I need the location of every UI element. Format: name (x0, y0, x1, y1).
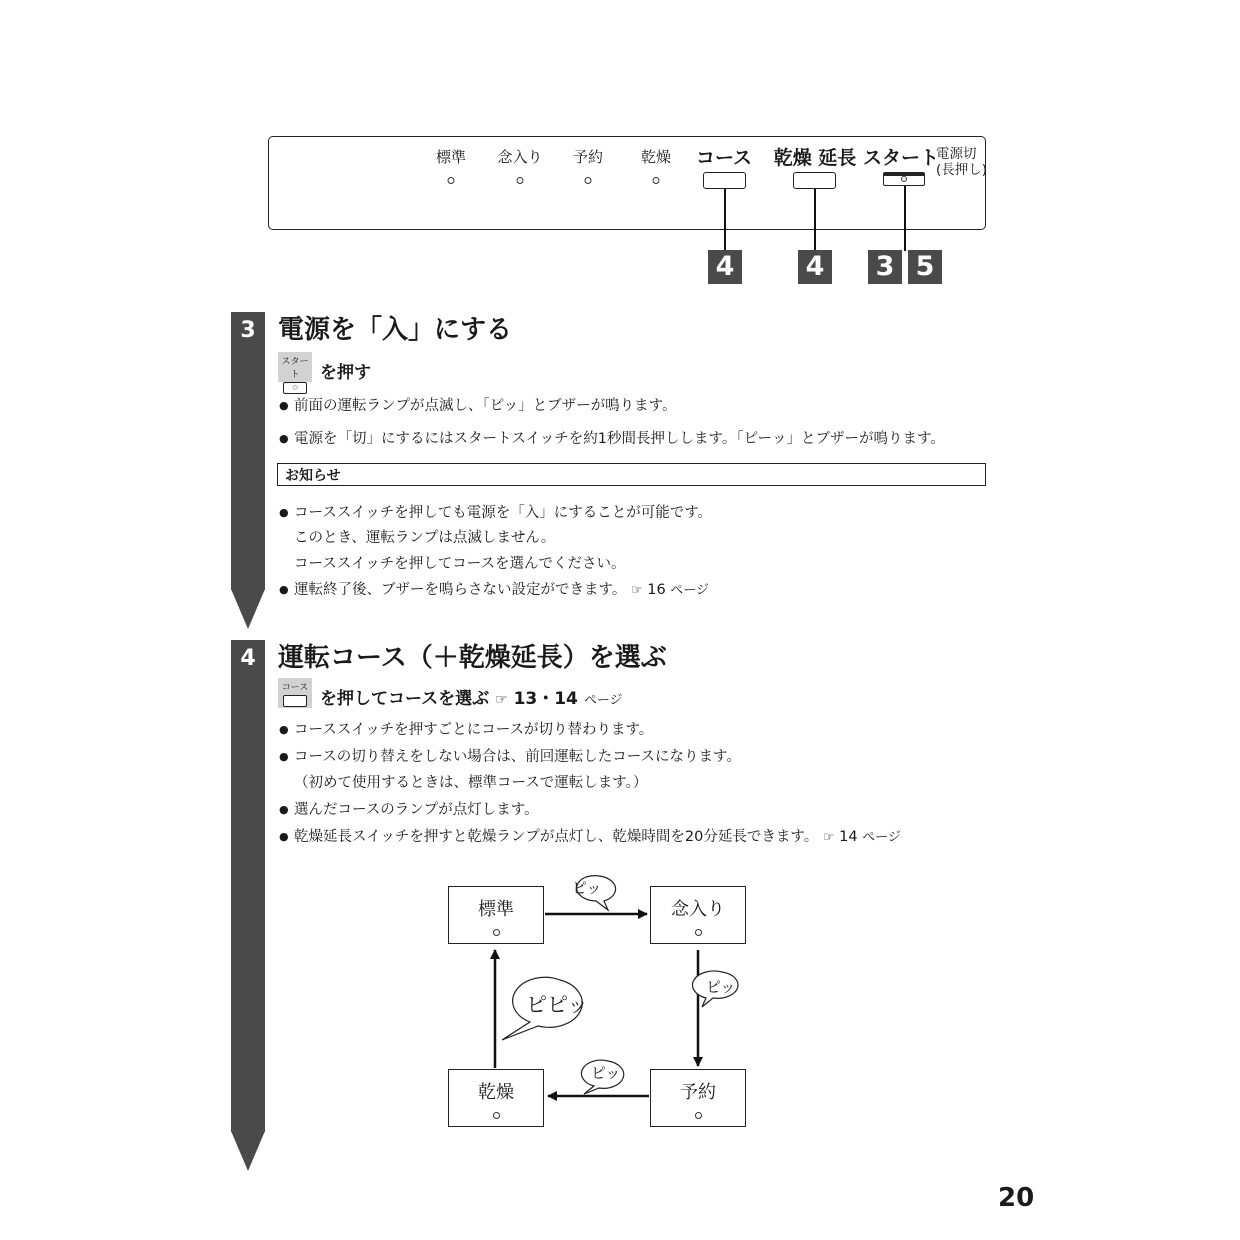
step4-bullet-2: コースの切り替えをしない場合は、前回運転したコースになります。 (294, 749, 741, 765)
course-box-standard (448, 886, 544, 944)
start-icon-label: スタート (281, 357, 309, 380)
callout-step-5: 5 (908, 250, 942, 284)
lamp-label-standard: 標準 (435, 148, 467, 166)
bullet-icon: ● (279, 750, 289, 763)
page-number: 20 (998, 1183, 1035, 1213)
step3-bullet-2: 電源を「切」にするにはスタートスイッチを約1秒間長押しします。「ピーッ」とブザーが鳴ります。 (294, 431, 945, 447)
pointing-hand-icon: ☞ (495, 692, 508, 708)
notice-line-1: コーススイッチを押しても電源を「入」にすることが可能です。 (294, 505, 713, 521)
course-box-label: 念入り (671, 899, 725, 920)
step4-instruction-text: を押してコースを選ぶ (320, 689, 490, 709)
bubble-text-2: ピッ (706, 978, 736, 996)
notice-line-2: このとき、運転ランプは点滅しません。 (294, 530, 556, 546)
dry-extend-button (793, 172, 836, 189)
callout-line-course (724, 189, 726, 251)
step3-title: 電源を「入」にする (278, 315, 513, 345)
step4-page-unit: ページ (583, 693, 623, 708)
bubble-text-4: ピピッ (526, 993, 589, 1017)
notice-box (277, 463, 986, 486)
lamp-label-careful: 念入り (497, 148, 543, 166)
start-button-label: スタート (862, 147, 940, 169)
step3-instruction: を押す (320, 363, 371, 383)
course-box-dry (448, 1069, 544, 1127)
step4-bullet-1: コーススイッチを押すごとにコースが切り替わります。 (294, 722, 654, 738)
step3-number: 3 (240, 318, 256, 343)
lamp-label-timer: 予約 (572, 148, 604, 166)
bullet-icon: ● (279, 830, 289, 843)
course-box-timer (650, 1069, 746, 1127)
step4-bullet-2b: （初めて使用するときは、標準コースで運転します。） (294, 775, 648, 791)
course-box-label: 乾燥 (478, 1082, 514, 1103)
power-off-label (936, 146, 987, 178)
step4-instruction (320, 684, 623, 709)
step4-bullet-3: 選んだコースのランプが点灯します。 (294, 802, 539, 818)
power-off-text: 電源切 (936, 146, 977, 162)
step3-arrow-tip (231, 589, 265, 629)
course-box-label: 予約 (680, 1082, 716, 1103)
bullet-icon: ● (279, 803, 289, 816)
notice-page-unit: ページ (670, 583, 710, 598)
course-button (703, 172, 746, 189)
step4-bullet-4-text: 乾燥延長スイッチを押すと乾燥ランプが点灯し、乾燥時間を20分延長できます。 (294, 829, 819, 845)
callout-line-start (904, 186, 906, 251)
step4-bullet-4-unit: ページ (862, 830, 901, 845)
notice-page-ref: 16 (647, 582, 666, 598)
bubble-text-3: ピッ (591, 1064, 621, 1082)
lamp-indicator-timer (585, 177, 592, 184)
long-press-text: (長押し) (936, 162, 988, 178)
callout-line-dry-extend (814, 189, 816, 251)
lamp-indicator-dry (653, 177, 660, 184)
start-button-lamp (901, 176, 907, 182)
pointing-hand-icon: ☞ (822, 830, 835, 845)
step4-bullet-4-ref: 14 (839, 829, 858, 845)
step4-title: 運転コース（＋乾燥延長）を選ぶ (278, 643, 667, 673)
callout-step-4a: 4 (708, 250, 742, 284)
bullet-icon: ● (279, 723, 289, 736)
lamp-indicator (695, 1112, 702, 1119)
course-button-label: コース (695, 147, 753, 169)
step3-bullet-1: 前面の運転ランプが点滅し、「ピッ」とブザーが鳴ります。 (294, 398, 677, 414)
lamp-indicator-careful (517, 177, 524, 184)
step4-bullet-4 (294, 825, 901, 846)
course-box-label: 標準 (478, 899, 514, 920)
lamp-indicator (493, 1112, 500, 1119)
bullet-icon: ● (279, 506, 289, 519)
bubble-text-1: ピッ (572, 879, 602, 897)
step4-page-ref: 13・14 (513, 689, 578, 709)
bullet-icon: ● (279, 583, 289, 596)
step4-arrow-tip (231, 1131, 265, 1171)
bullet-icon: ● (279, 432, 289, 445)
callout-step-4b: 4 (798, 250, 832, 284)
step3-bar (231, 312, 265, 590)
start-switch-icon: スタート ○ (278, 352, 312, 382)
bullet-icon: ● (279, 399, 289, 412)
lamp-label-dry: 乾燥 (640, 148, 672, 166)
course-box-careful (650, 886, 746, 944)
notice-line-3: コーススイッチを押してコースを選んでください。 (294, 556, 626, 572)
step4-bar (231, 640, 265, 1132)
lamp-indicator (695, 929, 702, 936)
notice-line-4-text: 運転終了後、ブザーを鳴らさない設定ができます。 (294, 582, 627, 598)
course-switch-icon (278, 678, 312, 708)
notice-title: お知らせ (285, 468, 341, 484)
lamp-indicator (493, 929, 500, 936)
course-icon-label: コース (281, 683, 309, 693)
step4-number: 4 (240, 646, 256, 671)
dry-extend-button-label: 乾燥 延長 (773, 147, 857, 169)
notice-line-4 (294, 578, 709, 599)
lamp-indicator-standard (448, 177, 455, 184)
pointing-hand-icon: ☞ (630, 583, 643, 598)
callout-step-3: 3 (868, 250, 902, 284)
